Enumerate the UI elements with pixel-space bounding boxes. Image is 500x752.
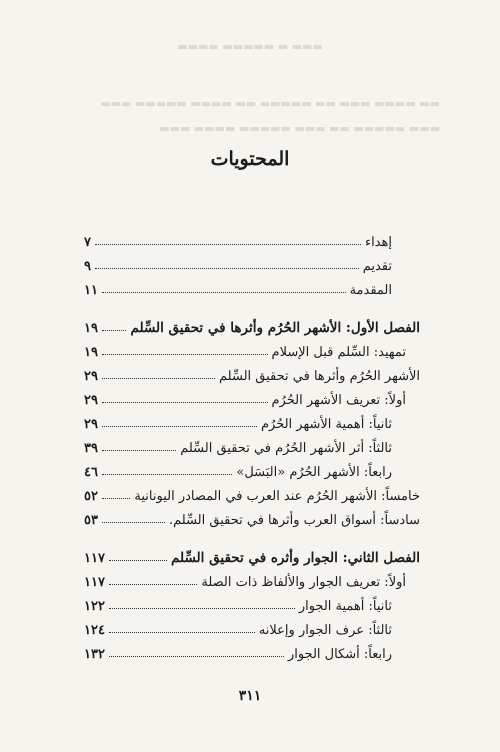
toc-entry[interactable] <box>84 638 420 662</box>
toc-entry[interactable] <box>84 566 420 590</box>
toc-entry-page: ٢٩ <box>84 369 98 384</box>
toc-entry-label: تمهيد: السِّلم قبل الإسلام <box>271 345 406 360</box>
toc-entry-page: ١١٧ <box>84 575 105 590</box>
toc-entry-page: ١٢٢ <box>84 599 105 614</box>
toc-entry[interactable] <box>84 384 420 408</box>
leader-dots <box>102 498 130 499</box>
page-title: المحتويات <box>210 148 290 170</box>
toc-entry-label: المقدمة <box>349 283 392 298</box>
bleed-through-text: ▬▬ ▬▬▬▬ ▬▬▬ ▬▬ ▬▬▬▬▬ ▬▬ ▬▬▬▬ ▬▬▬▬▬ ▬▬▬ <box>100 97 440 110</box>
toc-entry[interactable] <box>84 480 420 504</box>
bleed-through-text: ▬▬▬ ▬ ▬▬▬▬▬ ▬▬▬▬ <box>177 40 323 53</box>
toc-entry-label: الفصل الثاني: الجوار وأثره في تحقيق السِّلم <box>171 550 420 566</box>
toc-entry[interactable] <box>84 360 420 384</box>
toc-entry-page: ٢٩ <box>84 393 98 408</box>
toc-entry[interactable] <box>84 456 420 480</box>
toc-entry-label: ثالثاً: أثر الأشهر الحُرُم في تحقيق السِّلم <box>180 441 392 456</box>
leader-dots <box>109 584 197 585</box>
toc-entry[interactable] <box>84 408 420 432</box>
leader-dots <box>102 378 215 379</box>
toc-entry[interactable] <box>84 504 420 528</box>
toc-entry-page: ١١٧ <box>84 551 105 566</box>
table-of-contents <box>84 226 420 662</box>
toc-entry-page: ١٩ <box>84 321 98 336</box>
toc-entry-page: ٧ <box>84 235 91 250</box>
leader-dots <box>102 450 176 451</box>
toc-entry-label: تقديم <box>362 259 392 274</box>
leader-dots <box>102 474 232 475</box>
leader-dots <box>109 632 255 633</box>
toc-entry[interactable] <box>84 274 420 298</box>
toc-entry[interactable] <box>84 590 420 614</box>
toc-entry-label: أولاً: تعريف الأشهر الحُرُم <box>271 393 406 408</box>
page-number: ٣١١ <box>238 688 262 704</box>
leader-dots <box>102 402 268 403</box>
toc-entry[interactable] <box>84 614 420 638</box>
toc-entry-label: ثانياً: أهمية الأشهر الحُرُم <box>260 417 392 432</box>
toc-entry[interactable] <box>84 250 420 274</box>
leader-dots <box>95 268 359 269</box>
toc-entry-label: أولاً: تعريف الجوار والألفاظ ذات الصلة <box>201 575 406 590</box>
toc-entry-label: سادساً: أسواق العرب وأثرها في تحقيق السِّلم. <box>169 513 420 528</box>
toc-entry-page: ١٢٤ <box>84 623 105 638</box>
toc-entry-page: ٤٦ <box>84 465 98 480</box>
toc-entry-page: ٢٩ <box>84 417 98 432</box>
toc-entry-page: ١٩ <box>84 345 98 360</box>
leader-dots <box>109 656 284 657</box>
toc-entry-label: رابعاً: أشكال الجوار <box>287 647 392 662</box>
toc-entry-page: ٥٢ <box>84 489 98 504</box>
leader-dots <box>102 426 257 427</box>
toc-entry[interactable] <box>84 432 420 456</box>
leader-dots <box>102 522 165 523</box>
toc-entry-label: رابعاً: الأشهر الحُرُم «البَسَل» <box>236 465 392 480</box>
leader-dots <box>102 292 346 293</box>
toc-entry-label: الأشهر الحُرُم وأثرها في تحقيق السِّلم <box>219 369 420 384</box>
toc-entry-page: ٥٣ <box>84 513 98 528</box>
leader-dots <box>95 244 361 245</box>
toc-entry-label: ثالثاً: عرف الجوار وإعلانه <box>258 623 392 638</box>
toc-entry-label: إهداء <box>364 235 392 250</box>
toc-entry-label: خامساً: الأشهر الحُرُم عند العرب في المصادر اليونانية <box>134 489 420 504</box>
leader-dots <box>102 354 268 355</box>
toc-entry[interactable] <box>84 226 420 250</box>
toc-entry[interactable] <box>84 336 420 360</box>
toc-entry-page: ٩ <box>84 259 91 274</box>
toc-entry-label: ثانياً: أهمية الجوار <box>298 599 392 614</box>
toc-entry-page: ٣٩ <box>84 441 98 456</box>
bleed-through-text: ▬▬▬ ▬▬▬▬▬ ▬▬ ▬▬▬ ▬▬▬▬▬ ▬▬▬▬ ▬▬▬ <box>159 122 440 135</box>
leader-dots <box>109 608 295 609</box>
toc-chapter[interactable] <box>84 312 420 336</box>
toc-entry-label: الفصل الأول: الأشهر الحُرُم وأثرها في تحقيق السِّلم <box>130 320 420 336</box>
leader-dots <box>109 560 167 561</box>
toc-entry-page: ١١ <box>84 283 98 298</box>
leader-dots <box>102 330 127 331</box>
toc-chapter[interactable] <box>84 542 420 566</box>
toc-entry-page: ١٣٢ <box>84 647 105 662</box>
